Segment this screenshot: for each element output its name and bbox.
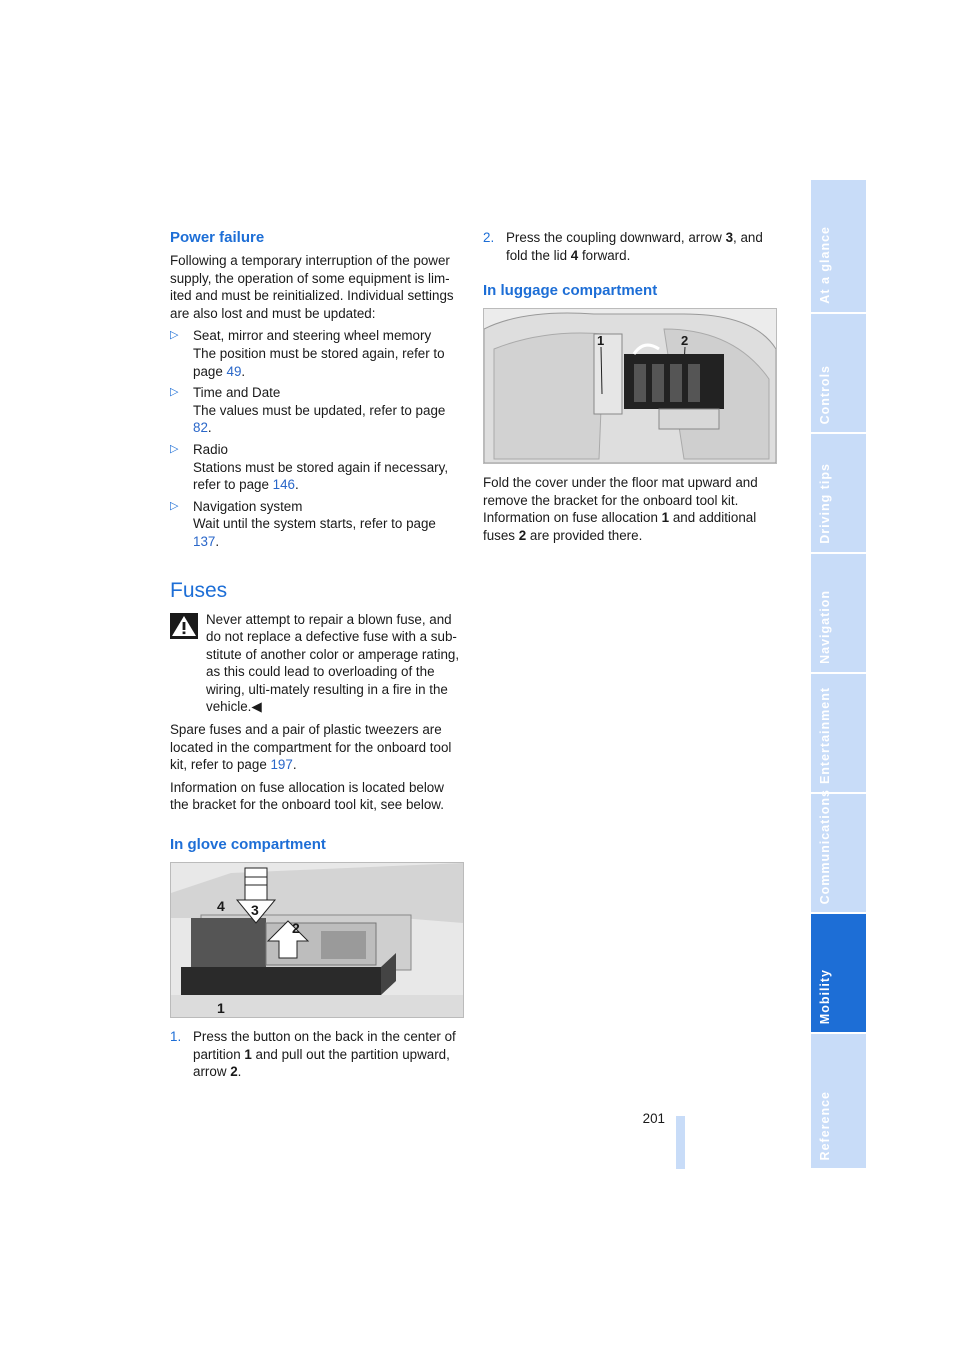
tab-label: Communications — [818, 788, 832, 904]
tab-label: Controls — [818, 364, 832, 424]
luggage-compartment-illustration — [484, 309, 776, 463]
page-link[interactable]: 49 — [226, 363, 242, 379]
power-failure-intro: Following a temporary interruption of the power supply, the operation of some equipment is lim-ited and must be reinitialized. Individual settings are also lost and must be updated: — [170, 253, 454, 321]
tab-label: Reference — [818, 1090, 832, 1160]
glove-compartment-figure — [170, 862, 464, 1018]
figure-label: 2 — [292, 920, 300, 937]
item-desc: The values must be updated, refer to page — [193, 402, 446, 418]
fuses-heading: Fuses — [170, 578, 228, 602]
list-item — [170, 441, 462, 494]
bullet-icon: ▷ — [170, 329, 179, 342]
luggage-compartment-figure — [483, 308, 777, 464]
tab-driving-tips[interactable] — [811, 434, 866, 554]
page-link[interactable]: 137 — [193, 533, 216, 549]
chapter-sidebar — [811, 180, 866, 1168]
step-1 — [170, 1028, 462, 1081]
warning-text: Never attempt to repair a blown fuse, and do not replace a defective fuse with a sub-stitute of another color or amperage rating, as this could lead to overloading of the wiring, ulti-mately resulting in a fire in the vehicle. — [206, 611, 460, 715]
tab-communications[interactable] — [811, 788, 866, 914]
text: and additional fuses — [483, 510, 757, 543]
tab-label: Mobility — [818, 968, 832, 1024]
page-link[interactable]: 82 — [193, 420, 208, 436]
info-text: Information on fuse allocation is located below the bracket for the onboard tool kit, see below. — [170, 779, 444, 813]
punct: . — [295, 477, 299, 493]
item-title: Time and Date — [193, 385, 281, 401]
punct: . — [292, 757, 297, 773]
item-title: Seat, mirror and steering wheel memory — [193, 328, 432, 344]
item-title: Navigation system — [193, 498, 303, 514]
left-column — [170, 229, 462, 1081]
luggage-heading: In luggage compartment — [483, 282, 658, 300]
tab-navigation[interactable] — [811, 554, 866, 674]
list-item — [170, 498, 462, 551]
tab-entertainment[interactable] — [811, 674, 866, 794]
item-desc: Wait until the system starts, refer to page — [193, 516, 436, 532]
page-link[interactable]: 197 — [270, 757, 293, 773]
figure-label: 1 — [217, 1000, 225, 1017]
bold-ref: 2 — [518, 527, 527, 543]
bullet-icon: ▷ — [170, 442, 179, 455]
figure-label: 3 — [251, 902, 259, 919]
bullet-icon: ▷ — [170, 386, 179, 399]
power-failure-heading: Power failure — [170, 229, 265, 246]
spare-text: Spare fuses and a pair of plastic tweezers are located in the compartment for the onboard tool kit, refer to page — [170, 722, 452, 773]
bold-ref: 1 — [661, 510, 670, 526]
item-title: Radio — [193, 441, 228, 457]
bold-ref: 1 — [244, 1046, 252, 1062]
luggage-text — [483, 474, 775, 544]
tab-label: Navigation — [818, 590, 832, 664]
step-text: Press the button on the back in the center of partition — [193, 1029, 456, 1062]
tab-label: At a glance — [818, 226, 832, 304]
punct: . — [241, 363, 246, 379]
bullet-icon: ▷ — [170, 499, 179, 512]
tab-at-a-glance[interactable] — [811, 180, 866, 314]
end-mark-icon: ◀ — [251, 699, 262, 715]
glove-heading: In glove compartment — [170, 836, 326, 854]
bold-ref: 4 — [570, 247, 579, 263]
item-desc: The position must be stored again, refer to page — [193, 345, 445, 379]
punct: . — [215, 533, 220, 549]
tab-controls[interactable] — [811, 314, 866, 434]
bold-ref: 2 — [230, 1064, 238, 1080]
bold-ref: 3 — [725, 230, 734, 245]
step-text: forward. — [578, 247, 631, 263]
text: Fold the cover under the floor mat upward and remove the bracket for the onboard tool kit. Information on fuse allocation — [483, 475, 758, 526]
tab-label: Entertainment — [818, 686, 832, 784]
glove-compartment-illustration — [171, 863, 463, 1017]
list-item — [170, 384, 462, 437]
figure-label: 4 — [217, 898, 225, 915]
tab-mobility[interactable] — [811, 914, 866, 1034]
page-link[interactable]: 146 — [272, 477, 295, 493]
step-text: , and fold the lid — [506, 230, 763, 263]
step-2 — [483, 229, 775, 264]
figure-label: 1 — [597, 333, 605, 349]
warning-block — [170, 611, 462, 717]
text: are provided there. — [526, 527, 643, 543]
tab-label: Driving tips — [818, 463, 832, 544]
page-number: 201 — [642, 1111, 665, 1126]
step-text: and pull out the partition upward, arrow — [193, 1046, 450, 1080]
punct: . — [207, 420, 212, 436]
page-marker-bar — [676, 1116, 685, 1169]
figure-label: 2 — [681, 333, 689, 349]
step-number: 2. — [483, 230, 495, 245]
spare-fuses-text — [170, 721, 462, 774]
step-number: 1. — [170, 1029, 182, 1045]
warning-icon — [170, 613, 198, 639]
punct: . — [237, 1064, 242, 1080]
right-column — [483, 229, 775, 550]
step-text: Press the coupling downward, arrow — [506, 230, 726, 245]
tab-reference[interactable] — [811, 1034, 866, 1168]
item-desc: Stations must be stored again if necessary, refer to page — [193, 459, 449, 493]
list-item — [170, 327, 462, 380]
